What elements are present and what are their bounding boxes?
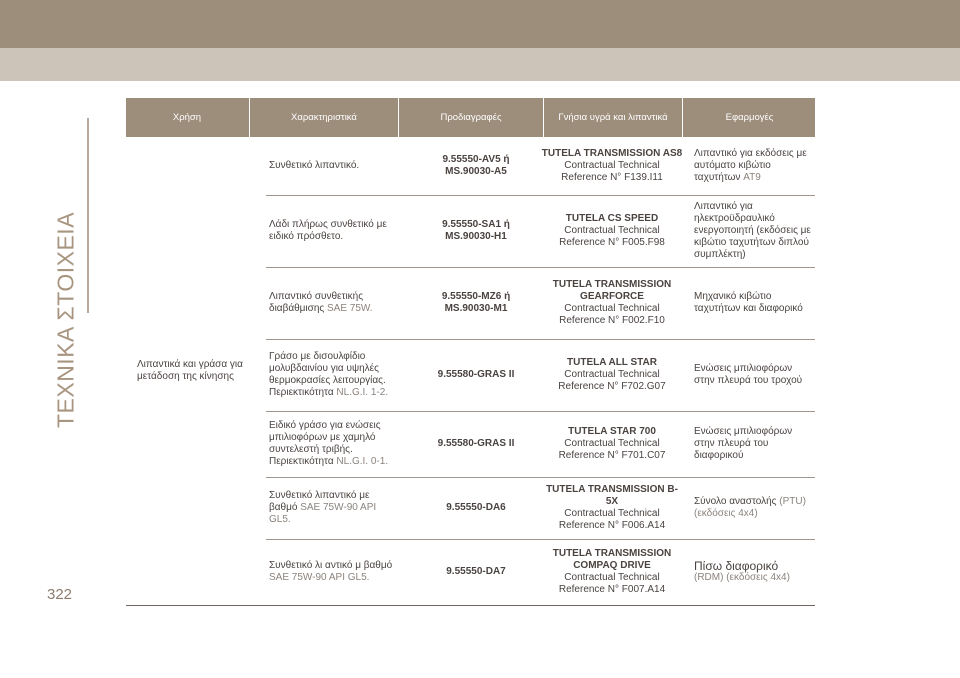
spec-cell: 9.55580-GRAS II xyxy=(437,438,515,449)
characteristics-cell: Λάδι πλήρως συνθετικό με ειδικό πρόσθετο. xyxy=(269,219,387,242)
characteristics-cell: Συνθετικό λιπαντικό με βαθμό SAE 75W-90 API GL5. xyxy=(269,490,377,525)
application-cell: Λιπαντικό για εκδόσεις με αυτόματο κιβώτιο ταχυτήτων AT9 xyxy=(694,148,807,183)
table-header xyxy=(126,98,815,137)
header-genuine-fluids: Γνήσια υγρά και λιπαντικά xyxy=(543,98,682,137)
fluid-cell: TUTELA TRANSMISSION GEARFORCE Contractual Technical Reference N° F002.F10 xyxy=(552,279,672,326)
table-body xyxy=(126,137,815,606)
usage-cell: Λιπαντικά και γράσα για μετάδοση της κίνησης xyxy=(137,359,243,382)
characteristics-cell: Ειδικό γράσο για ενώσεις μπιλιοφόρων με χαμηλό συντελεστή τριβής. Περιεκτικότητα NL.G.I. 0-1. xyxy=(269,420,389,467)
fluid-cell: TUTELA TRANSMISSION AS8 Contractual Technical Reference N° F139.I11 xyxy=(541,148,683,183)
table-row xyxy=(266,477,815,540)
spec-cell: 9.55550-SA1 ή MS.90030-H1 xyxy=(442,219,510,242)
fluid-cell: TUTELA TRANSMISSION B-5X Contractual Technical Reference N° F006.A14 xyxy=(546,484,678,531)
header-applications: Εφαρμογές xyxy=(682,98,816,137)
fluid-cell: TUTELA CS SPEED Contractual Technical Reference N° F005.F98 xyxy=(559,213,665,248)
spec-cell: 9.55550-DA6 xyxy=(446,502,506,513)
table-row xyxy=(266,411,815,478)
characteristics-cell: Λιπαντικό συνθετικής διαβάθμισης SAE 75W. xyxy=(269,291,373,314)
top-band xyxy=(0,0,960,48)
characteristics-cell: Συνθετικό λι αντικό μ βαθμό SAE 75W-90 API GL5. xyxy=(269,560,393,583)
section-rule xyxy=(87,118,89,313)
application-cell: Σύνολο αναστολής (PTU) (εκδόσεις 4x4) xyxy=(694,496,806,519)
fluid-cell: TUTELA STAR 700 Contractual Technical Reference N° F701.C07 xyxy=(558,426,666,461)
application-cell: Λιπαντικό για ηλεκτροϋδραυλικό ενεργοποιητή (εκδόσεις με κιβώτιο ταχυτήτων διπλού συμπλέκτη) xyxy=(694,201,811,260)
table-row xyxy=(266,137,815,196)
table-row xyxy=(266,267,815,340)
page-number: 322 xyxy=(47,586,73,603)
fluid-cell: TUTELA ALL STAR Contractual Technical Reference N° F702.G07 xyxy=(558,357,666,392)
table-row xyxy=(266,539,815,605)
spec-cell: 9.55580-GRAS II xyxy=(437,369,515,380)
application-cell: Ενώσεις μπιλιοφόρων στην πλευρά του τροχού xyxy=(694,363,803,386)
application-cell: Πίσω διαφορικό (RDM) (εκδόσεις 4x4) xyxy=(694,559,790,583)
characteristics-cell: Γράσο με δισουλφίδιο μολυβδαινίου για υψηλές θερμοκρασίες λειτουργίας. Περιεκτικότητα NL.G.I. 1-2. xyxy=(269,351,389,398)
header-characteristics: Χαρακτηριστικά xyxy=(249,98,398,137)
application-cell: Μηχανικό κιβώτιο ταχυτήτων και διαφορικό xyxy=(694,291,803,314)
characteristics-cell: Συνθετικό λιπαντικό. xyxy=(269,160,360,171)
spec-cell: 9.55550-DA7 xyxy=(446,566,506,577)
application-cell: Ενώσεις μπιλιοφόρων στην πλευρά του διαφορικού xyxy=(694,426,793,461)
spec-cell: 9.55550-AV5 ή MS.90030-A5 xyxy=(442,154,510,177)
top-stripe xyxy=(0,48,960,81)
table-row xyxy=(266,195,815,268)
spec-cell: 9.55550-MZ6 ή MS.90030-M1 xyxy=(441,291,511,314)
lubricants-table xyxy=(126,98,815,606)
fluid-cell: TUTELA TRANSMISSION COMPAQ DRIVE Contractual Technical Reference N° F007.A14 xyxy=(552,548,672,595)
header-usage: Χρήση xyxy=(172,112,202,123)
header-specifications: Προδιαγραφές xyxy=(398,98,543,137)
table-row xyxy=(266,339,815,412)
